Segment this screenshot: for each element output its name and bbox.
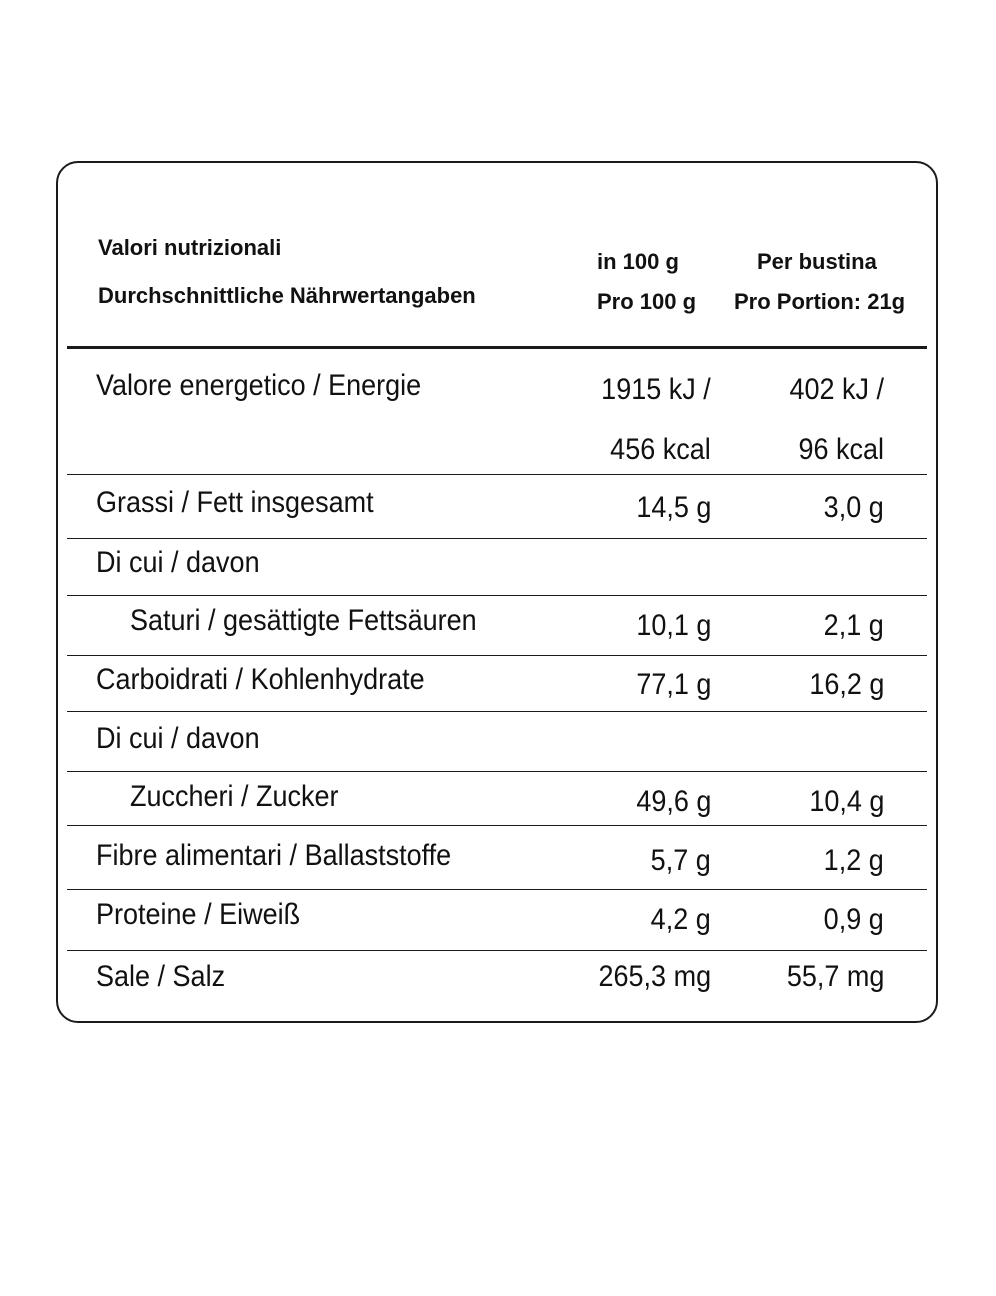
value-sugars-100g: 49,6 g <box>635 785 711 818</box>
row-divider <box>67 825 927 826</box>
row-label-fat-of-which: Di cui / davon <box>96 546 260 579</box>
title-de: Durchschnittliche Nährwertangaben <box>98 283 476 308</box>
col2-header-de: Pro Portion: 21g <box>734 289 906 314</box>
col1-header-it: in 100 g <box>597 249 679 274</box>
row-divider <box>67 711 927 712</box>
value-energy-100g-kcal: 456 kcal <box>610 433 711 466</box>
value-energy-portion-kcal: 96 kcal <box>798 433 884 466</box>
value-fibre-100g: 5,7 g <box>650 844 711 877</box>
row-label-fibre: Fibre alimentari / Ballaststoffe <box>96 839 452 872</box>
value-salt-portion: 55,7 mg <box>786 960 884 993</box>
row-divider <box>67 538 927 539</box>
row-divider <box>67 655 927 656</box>
row-label-carbs-of-which: Di cui / davon <box>96 722 260 755</box>
row-divider <box>67 771 927 772</box>
value-carbohydrate-portion: 16,2 g <box>808 668 884 701</box>
value-saturates-portion: 2,1 g <box>823 609 884 642</box>
value-energy-portion-kj: 402 kJ / <box>789 373 884 406</box>
row-divider <box>67 889 927 890</box>
value-fibre-portion: 1,2 g <box>823 844 884 877</box>
col1-header-de: Pro 100 g <box>597 289 697 314</box>
row-divider <box>67 474 927 475</box>
row-divider <box>67 950 927 951</box>
row-label-sugars: Zuccheri / Zucker <box>130 780 339 813</box>
row-divider <box>67 595 927 596</box>
row-label-energy: Valore energetico / Energie <box>96 369 422 402</box>
value-energy-100g-kj: 1915 kJ / <box>601 373 711 406</box>
row-label-protein: Proteine / Eiweiß <box>96 898 301 931</box>
row-label-fat: Grassi / Fett insgesamt <box>96 486 374 519</box>
value-protein-portion: 0,9 g <box>823 903 884 936</box>
col2-header-it: Per bustina <box>757 249 877 274</box>
value-salt-100g: 265,3 mg <box>598 960 711 993</box>
row-label-carbohydrate: Carboidrati / Kohlenhydrate <box>96 663 425 696</box>
nutrition-table <box>56 161 938 1023</box>
value-carbohydrate-100g: 77,1 g <box>635 668 711 701</box>
row-label-saturates: Saturi / gesättigte Fettsäuren <box>130 604 477 637</box>
header-divider <box>67 346 927 349</box>
value-protein-100g: 4,2 g <box>650 903 711 936</box>
title-it: Valori nutrizionali <box>98 235 282 260</box>
row-label-salt: Sale / Salz <box>96 960 226 993</box>
value-fat-100g: 14,5 g <box>635 491 711 524</box>
value-sugars-portion: 10,4 g <box>808 785 884 818</box>
value-fat-portion: 3,0 g <box>823 491 884 524</box>
value-saturates-100g: 10,1 g <box>635 609 711 642</box>
